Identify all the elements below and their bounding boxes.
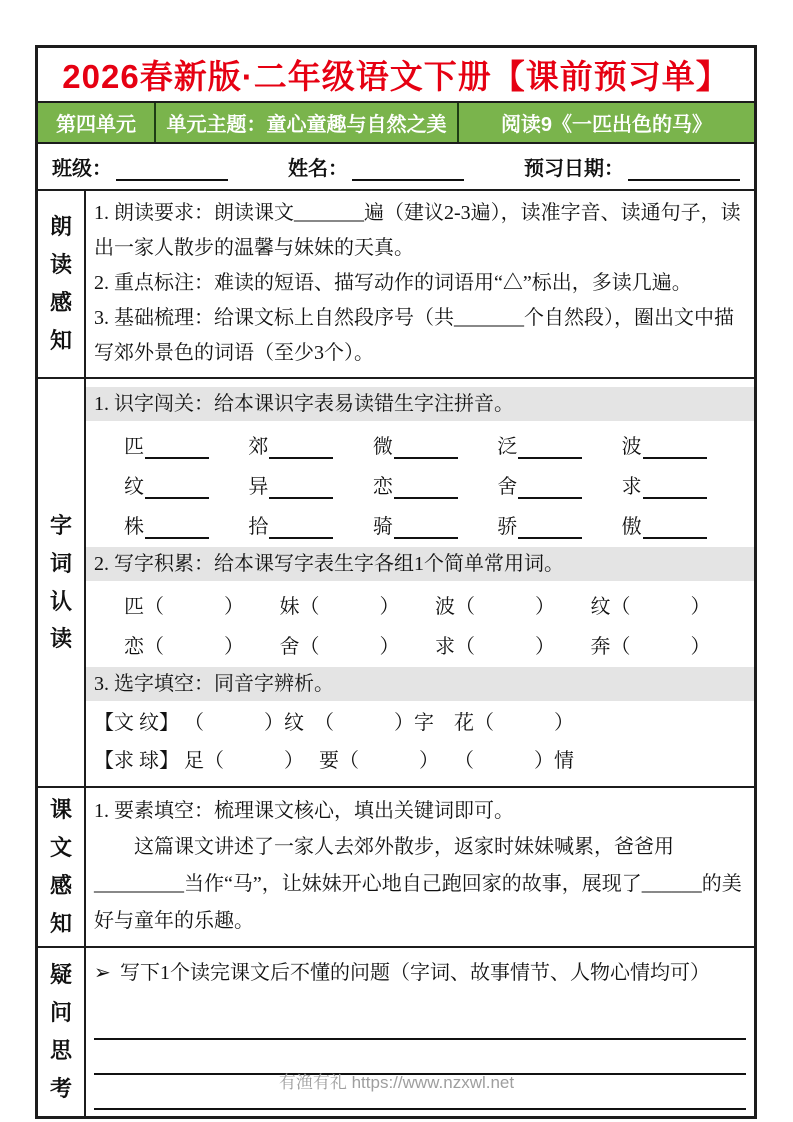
- date-blank-line: [628, 159, 740, 181]
- reading-item-1: 1. 朗读要求：朗读课文_______遍（建议2-3遍），读准字音、读通句子，读出一家人散步的温馨与妹妹的天真。: [94, 202, 741, 259]
- pinyin-write-line: [643, 455, 707, 459]
- section-content: [86, 379, 754, 786]
- pinyin-blank: [622, 510, 746, 539]
- word-blank: 波（ ）: [435, 595, 555, 618]
- section-label-col: [38, 379, 86, 786]
- task-heading-words: 2. 写字积累：给本课写字表生字各组1个简单常用词。: [86, 547, 754, 581]
- pinyin-blank: [248, 430, 372, 459]
- homophone-line: 【求 球】 足（ ） 要（ ） （ ）情: [94, 750, 574, 772]
- title-row: [38, 48, 754, 103]
- pinyin-write-line: [394, 495, 458, 499]
- character: 泛: [497, 436, 518, 458]
- word-row: [94, 624, 746, 664]
- pinyin-blank: [124, 430, 248, 459]
- unit-bar: [38, 103, 754, 144]
- pinyin-write-line: [145, 455, 209, 459]
- pinyin-row: [94, 504, 746, 544]
- pinyin-blank: [497, 430, 621, 459]
- pinyin-blank: [373, 470, 497, 499]
- pinyin-blank: [622, 470, 746, 499]
- character: 微: [372, 436, 393, 458]
- name-field: [288, 152, 464, 181]
- word-blank: 纹（ ）: [590, 595, 711, 618]
- pinyin-blank: [248, 510, 372, 539]
- pinyin-write-line: [518, 455, 582, 459]
- pinyin-blank: [497, 470, 621, 499]
- section-label: 字词认读: [49, 512, 72, 652]
- pinyin-write-line: [643, 535, 707, 539]
- word-blank: 求（ ）: [435, 635, 555, 658]
- character: 恋: [372, 476, 393, 498]
- summary-paragraph: 这篇课文讲述了一家人去郊外散步，返家时妹妹喊累，爸爸用_________当作“马”，让妹妹开心地自己跑回家的故事，展现了______的美好与童年的乐趣。: [94, 836, 742, 932]
- info-row: [38, 144, 754, 191]
- section-label-col: [38, 191, 86, 377]
- pinyin-write-line: [269, 495, 333, 499]
- character: 舍: [497, 476, 518, 498]
- section-text-perception: [38, 788, 754, 948]
- name-label: 姓名：: [288, 158, 348, 180]
- arrow-bullet-icon: ➢: [94, 962, 111, 984]
- task-heading-homophones: 3. 选字填空：同音字辨析。: [86, 667, 754, 701]
- pinyin-row: [94, 424, 746, 464]
- pinyin-blank: [124, 470, 248, 499]
- character: 纹: [124, 476, 144, 498]
- pinyin-write-line: [145, 535, 209, 539]
- pinyin-write-line: [394, 535, 458, 539]
- reading-cell: 阅读9《一匹出色的马》: [500, 114, 713, 136]
- reading-item-3: 3. 基础梳理：给课文标上自然段序号（共_______个自然段），圈出文中描写郊外景色的词语（至少3个）。: [94, 307, 734, 364]
- character: 郊: [248, 436, 269, 458]
- homophone-line: 【文 纹】 （ ）纹 （ ）字 花（ ）: [94, 712, 574, 734]
- task-heading-pinyin: 1. 识字闯关：给本课识字表易读错生字注拼音。: [86, 387, 754, 421]
- reading-item-2: 2. 重点标注：难读的短语、描写动作的词语用“△”标出，多读几遍。: [94, 272, 692, 294]
- date-field: [524, 152, 740, 181]
- word-blank: 舍（ ）: [279, 635, 400, 658]
- pinyin-blank: [373, 430, 497, 459]
- unit-cell: 第四单元: [38, 103, 156, 142]
- pinyin-blank: [497, 510, 621, 539]
- date-label: 预习日期：: [524, 158, 624, 180]
- class-label: 班级：: [52, 158, 112, 180]
- character: 求: [621, 476, 642, 498]
- footer-watermark: 有渔有礼 https://www.nzxwl.net: [278, 1073, 515, 1092]
- word-blank: 恋（ ）: [124, 635, 244, 658]
- pinyin-write-line: [394, 455, 458, 459]
- character: 匹: [124, 436, 144, 458]
- character: 骑: [372, 516, 393, 538]
- word-blank: 匹（ ）: [124, 595, 244, 618]
- section-label: 朗读感知: [49, 214, 72, 353]
- question-prompt-line: [94, 953, 746, 991]
- pinyin-blank: [622, 430, 746, 459]
- pinyin-write-line: [643, 495, 707, 499]
- page-title: 2026春新版·二年级语文下册【课前预习单】: [62, 58, 730, 95]
- character: 异: [248, 476, 269, 498]
- theme-cell: 单元主题：童心童趣与自然之美: [156, 103, 459, 142]
- name-blank-line: [352, 159, 464, 181]
- word-row: [94, 584, 746, 624]
- pinyin-blank: [124, 510, 248, 539]
- section-reading-perception: [38, 191, 754, 379]
- word-blank: 奔（ ）: [590, 635, 711, 658]
- section-content: [86, 788, 754, 946]
- pinyin-write-line: [145, 495, 209, 499]
- pinyin-row: [94, 464, 746, 504]
- worksheet: [35, 45, 757, 1119]
- class-field: [52, 152, 228, 181]
- word-blank: 妹（ ）: [279, 595, 400, 618]
- answer-write-line: [94, 1005, 746, 1040]
- pinyin-write-line: [518, 535, 582, 539]
- class-blank-line: [116, 159, 228, 181]
- character: 骄: [497, 516, 518, 538]
- pinyin-write-line: [269, 455, 333, 459]
- pinyin-blank: [248, 470, 372, 499]
- section-words: [38, 379, 754, 788]
- question-prompt: 写下1个读完课文后不懂的问题（字词、故事情节、人物心情均可）: [120, 962, 710, 984]
- character: 株: [124, 516, 144, 538]
- character: 波: [621, 436, 642, 458]
- pinyin-blank: [373, 510, 497, 539]
- summary-task-heading: 1. 要素填空：梳理课文核心，填出关键词即可。: [94, 800, 514, 822]
- section-label-col: [38, 788, 86, 946]
- character: 拾: [248, 516, 269, 538]
- pinyin-write-line: [269, 535, 333, 539]
- section-content: [86, 191, 754, 377]
- section-label: 课文感知: [49, 797, 72, 936]
- pinyin-write-line: [518, 495, 582, 499]
- character: 傲: [621, 516, 642, 538]
- section-label: 疑问思考: [49, 962, 72, 1101]
